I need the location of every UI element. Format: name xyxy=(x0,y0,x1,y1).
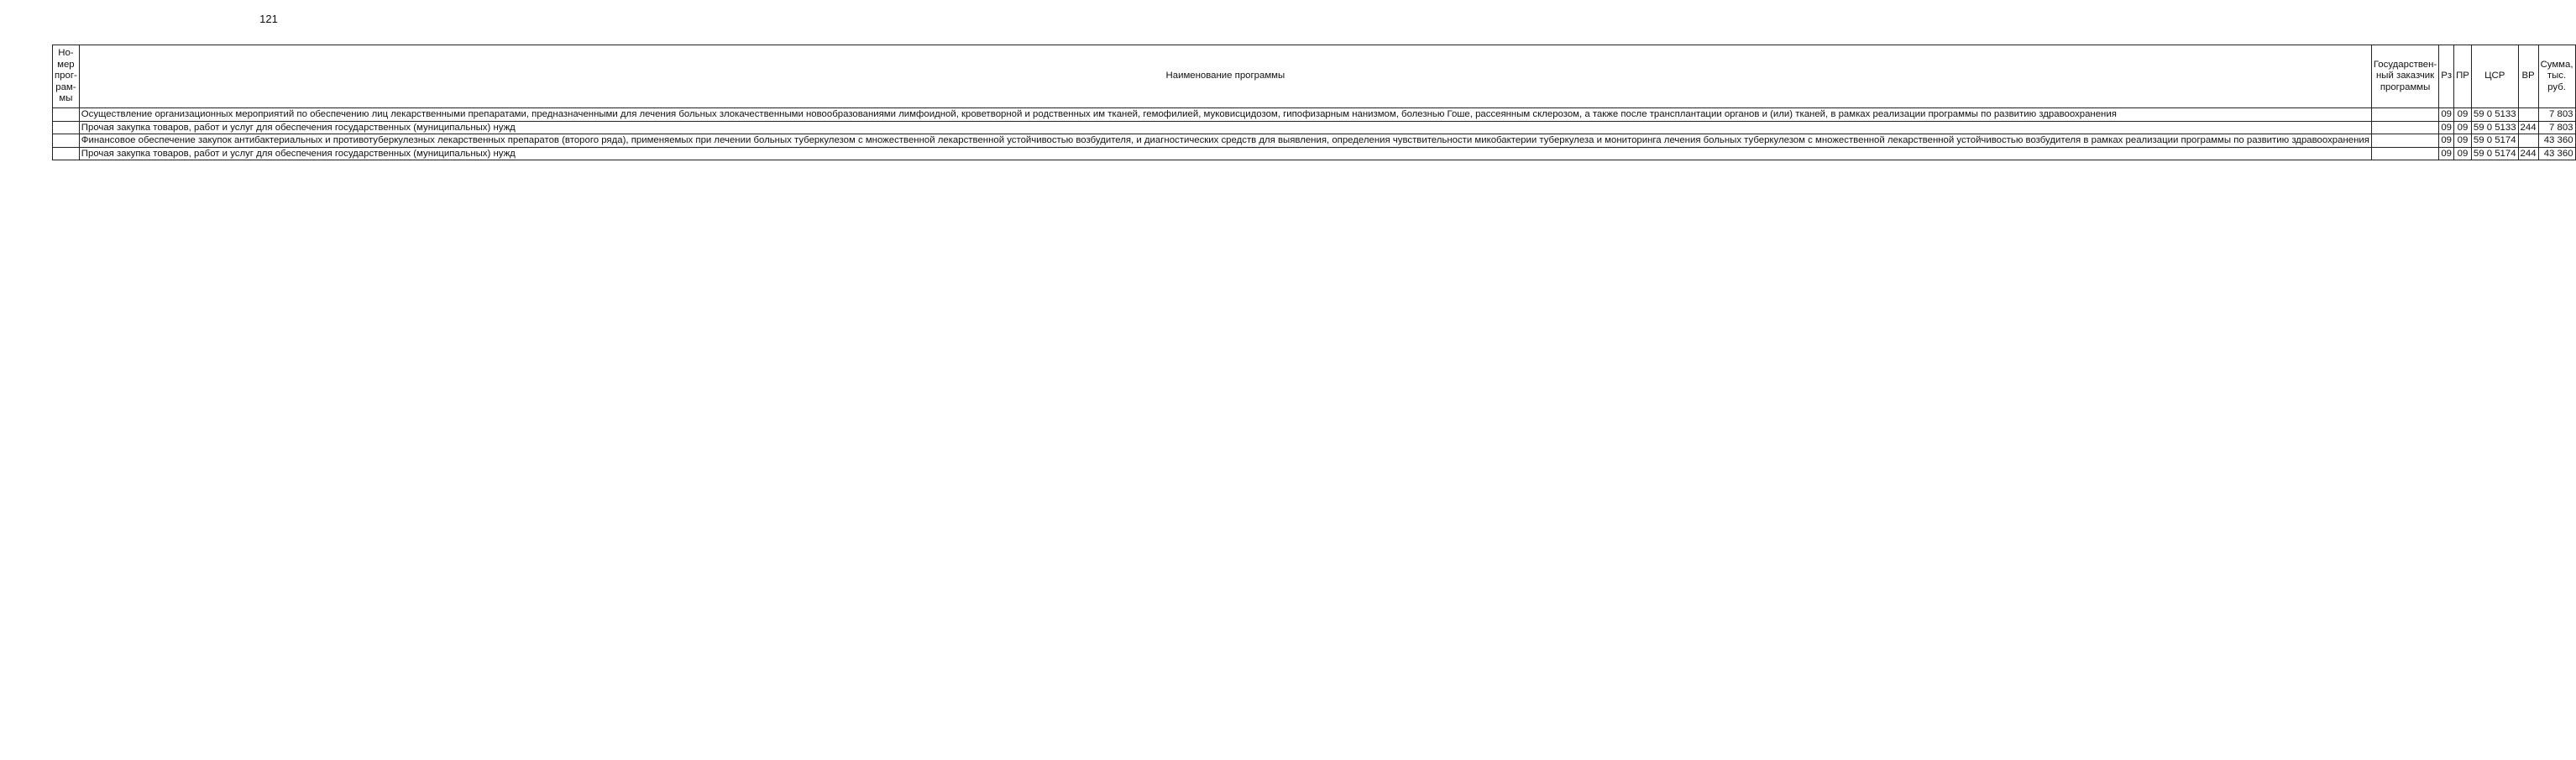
cell-program-number xyxy=(53,147,80,160)
cell-sum: 43 360 xyxy=(2538,134,2575,148)
header-vr: ВР xyxy=(2518,45,2538,108)
cell-program-name: Финансовое обеспечение закупок антибактериальных и противотуберкулезных лекарственных препаратов (второго ряда), применяемых при лечении больных туберкулезом с множественной лекарственной устойчивостью возбудителя, и диагностических средств для выявления, определения чувствительности микобактерии туберкулеза и мониторинга лечения больных туберкулезом с множественной лекарственной устойчивостью возбудителя в рамках реализации программы по развитию здравоохранения xyxy=(79,134,2371,148)
cell-csr: 59 0 5174 xyxy=(2471,134,2518,148)
cell-pr: 09 xyxy=(2454,134,2472,148)
cell-sum: 7 803 xyxy=(2538,121,2575,134)
page-number: 121 xyxy=(259,13,278,25)
cell-state-customer xyxy=(2371,147,2438,160)
header-sum: Сумма, тыс. руб. xyxy=(2538,45,2575,108)
table-row xyxy=(53,134,2576,148)
cell-csr: 59 0 5133 xyxy=(2471,108,2518,122)
table-header-row xyxy=(53,45,2576,108)
cell-vr xyxy=(2518,108,2538,122)
cell-rz: 09 xyxy=(2439,134,2454,148)
cell-program-number xyxy=(53,134,80,148)
cell-pr: 09 xyxy=(2454,108,2472,122)
header-rz: Рз xyxy=(2439,45,2454,108)
cell-pr: 09 xyxy=(2454,147,2472,160)
cell-program-name: Прочая закупка товаров, работ и услуг для обеспечения государственных (муниципальных) нужд xyxy=(79,147,2371,160)
table-row xyxy=(53,108,2576,122)
cell-vr: 244 xyxy=(2518,147,2538,160)
cell-state-customer xyxy=(2371,108,2438,122)
cell-csr: 59 0 5174 xyxy=(2471,147,2518,160)
header-program-name: Наименование программы xyxy=(79,45,2371,108)
cell-sum: 43 360 xyxy=(2538,147,2575,160)
cell-rz: 09 xyxy=(2439,147,2454,160)
cell-sum: 7 803 xyxy=(2538,108,2575,122)
cell-state-customer xyxy=(2371,121,2438,134)
budget-programs-table xyxy=(52,45,2576,160)
table-row xyxy=(53,147,2576,160)
cell-program-number xyxy=(53,121,80,134)
header-program-number: Но- мер прог- рам- мы xyxy=(53,45,80,108)
cell-state-customer xyxy=(2371,134,2438,148)
table-row xyxy=(53,121,2576,134)
cell-csr: 59 0 5133 xyxy=(2471,121,2518,134)
header-state-customer: Государствен- ный заказчик программы xyxy=(2371,45,2438,108)
cell-program-name: Осуществление организационных мероприятий по обеспечению лиц лекарственными препаратами, предназначенными для лечения больных злокачественными новообразованиями лимфоидной, кроветворной и родственных им тканей, гемофилией, муковисцидозом, гипофизарным нанизмом, болезнью Гоше, рассеянным склерозом, а также после трансплантации органов и (или) тканей, в рамках реализации программы по развитию здравоохранения xyxy=(79,108,2371,122)
cell-rz: 09 xyxy=(2439,121,2454,134)
cell-vr: 244 xyxy=(2518,121,2538,134)
cell-program-number xyxy=(53,108,80,122)
cell-pr: 09 xyxy=(2454,121,2472,134)
header-csr: ЦСР xyxy=(2471,45,2518,108)
cell-vr xyxy=(2518,134,2538,148)
cell-program-name: Прочая закупка товаров, работ и услуг для обеспечения государственных (муниципальных) нужд xyxy=(79,121,2371,134)
cell-rz: 09 xyxy=(2439,108,2454,122)
header-pr: ПР xyxy=(2454,45,2472,108)
